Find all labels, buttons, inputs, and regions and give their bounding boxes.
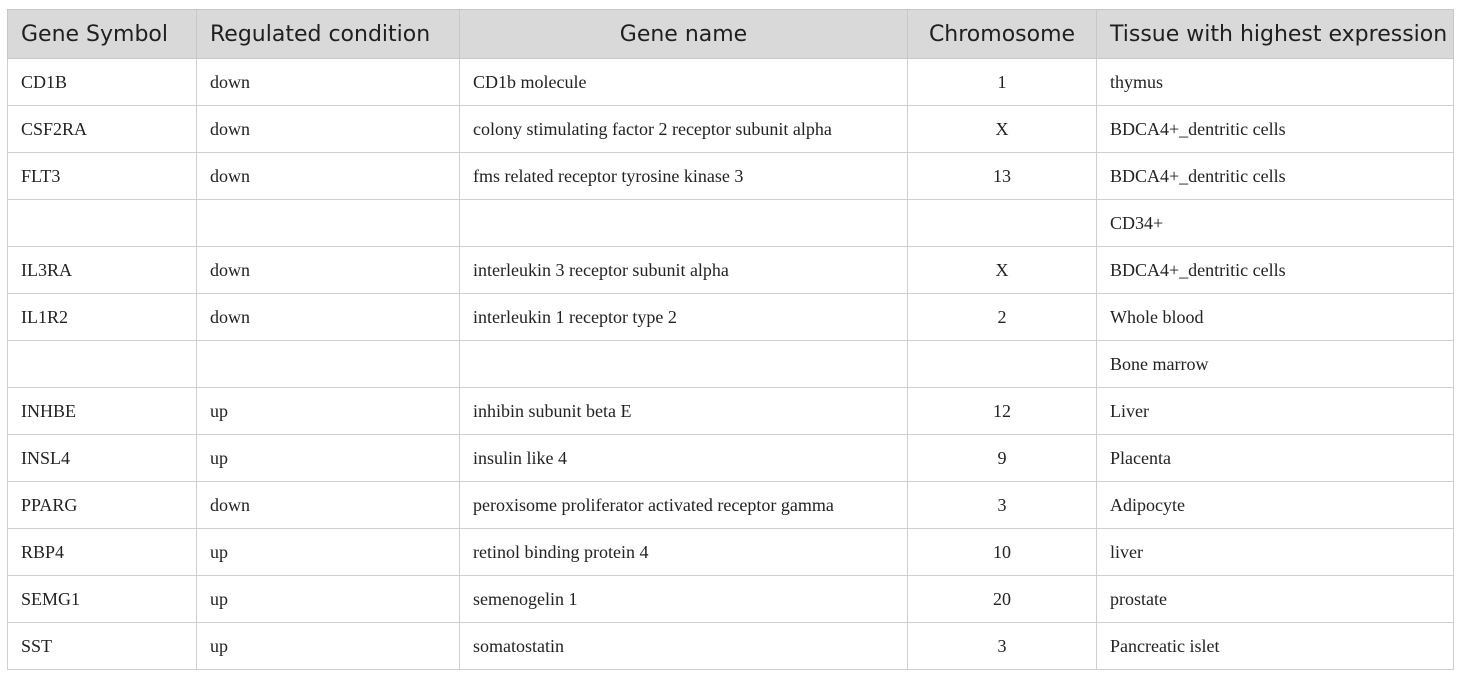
- cell-chromosome: 10: [908, 529, 1097, 576]
- cell-gene-name: fms related receptor tyrosine kinase 3: [460, 153, 908, 200]
- cell-chromosome: 2: [908, 294, 1097, 341]
- cell-gene-symbol: INHBE: [8, 388, 197, 435]
- cell-tissue: Whole blood: [1097, 294, 1454, 341]
- table-body: [8, 59, 1454, 670]
- cell-tissue: Bone marrow: [1097, 341, 1454, 388]
- cell-chromosome: 9: [908, 435, 1097, 482]
- gene-table-container: [7, 9, 1453, 670]
- cell-tissue: thymus: [1097, 59, 1454, 106]
- cell-tissue: BDCA4+_dentritic cells: [1097, 247, 1454, 294]
- cell-chromosome: 3: [908, 623, 1097, 670]
- cell-gene-name: [460, 341, 908, 388]
- table-row: [8, 200, 1454, 247]
- cell-regulated-condition: down: [197, 106, 460, 153]
- header-gene-symbol: Gene Symbol: [8, 10, 197, 59]
- cell-tissue: Adipocyte: [1097, 482, 1454, 529]
- cell-chromosome: 3: [908, 482, 1097, 529]
- cell-gene-name: insulin like 4: [460, 435, 908, 482]
- cell-tissue: Pancreatic islet: [1097, 623, 1454, 670]
- header-regulated-condition: Regulated condition: [197, 10, 460, 59]
- header-tissue: Tissue with highest expression: [1097, 10, 1454, 59]
- header-chromosome: Chromosome: [908, 10, 1097, 59]
- table-row: [8, 576, 1454, 623]
- cell-gene-symbol: SST: [8, 623, 197, 670]
- cell-chromosome: 12: [908, 388, 1097, 435]
- cell-gene-symbol: IL1R2: [8, 294, 197, 341]
- cell-gene-symbol: [8, 341, 197, 388]
- cell-regulated-condition: up: [197, 435, 460, 482]
- cell-gene-symbol: RBP4: [8, 529, 197, 576]
- cell-chromosome: 13: [908, 153, 1097, 200]
- cell-gene-symbol: FLT3: [8, 153, 197, 200]
- cell-regulated-condition: down: [197, 294, 460, 341]
- cell-gene-name: inhibin subunit beta E: [460, 388, 908, 435]
- cell-gene-symbol: SEMG1: [8, 576, 197, 623]
- table-row: [8, 106, 1454, 153]
- table-row: [8, 623, 1454, 670]
- cell-regulated-condition: up: [197, 529, 460, 576]
- cell-gene-name: somatostatin: [460, 623, 908, 670]
- cell-tissue: prostate: [1097, 576, 1454, 623]
- table-row: [8, 247, 1454, 294]
- cell-tissue: liver: [1097, 529, 1454, 576]
- table-row: [8, 529, 1454, 576]
- cell-gene-name: [460, 200, 908, 247]
- cell-tissue: Liver: [1097, 388, 1454, 435]
- cell-gene-symbol: [8, 200, 197, 247]
- cell-tissue: BDCA4+_dentritic cells: [1097, 106, 1454, 153]
- cell-tissue: BDCA4+_dentritic cells: [1097, 153, 1454, 200]
- table-row: [8, 388, 1454, 435]
- cell-regulated-condition: down: [197, 482, 460, 529]
- table-row: [8, 435, 1454, 482]
- header-gene-name: Gene name: [460, 10, 908, 59]
- cell-gene-name: peroxisome proliferator activated receptor gamma: [460, 482, 908, 529]
- table-row: [8, 294, 1454, 341]
- cell-gene-symbol: PPARG: [8, 482, 197, 529]
- cell-regulated-condition: down: [197, 59, 460, 106]
- cell-chromosome: X: [908, 247, 1097, 294]
- header-row: [8, 10, 1454, 59]
- cell-chromosome: 20: [908, 576, 1097, 623]
- cell-regulated-condition: up: [197, 576, 460, 623]
- cell-regulated-condition: down: [197, 153, 460, 200]
- cell-gene-symbol: IL3RA: [8, 247, 197, 294]
- cell-chromosome: [908, 341, 1097, 388]
- cell-regulated-condition: up: [197, 388, 460, 435]
- table-header: [8, 10, 1454, 59]
- cell-regulated-condition: [197, 341, 460, 388]
- cell-chromosome: [908, 200, 1097, 247]
- cell-gene-name: interleukin 1 receptor type 2: [460, 294, 908, 341]
- cell-tissue: Placenta: [1097, 435, 1454, 482]
- cell-chromosome: X: [908, 106, 1097, 153]
- table-row: [8, 59, 1454, 106]
- cell-gene-symbol: CD1B: [8, 59, 197, 106]
- cell-regulated-condition: [197, 200, 460, 247]
- cell-gene-name: retinol binding protein 4: [460, 529, 908, 576]
- gene-table: [7, 9, 1454, 670]
- cell-gene-name: interleukin 3 receptor subunit alpha: [460, 247, 908, 294]
- cell-gene-symbol: CSF2RA: [8, 106, 197, 153]
- table-row: [8, 482, 1454, 529]
- table-row: [8, 153, 1454, 200]
- cell-gene-name: CD1b molecule: [460, 59, 908, 106]
- cell-tissue: CD34+: [1097, 200, 1454, 247]
- cell-regulated-condition: down: [197, 247, 460, 294]
- table-row: [8, 341, 1454, 388]
- cell-gene-symbol: INSL4: [8, 435, 197, 482]
- cell-gene-name: semenogelin 1: [460, 576, 908, 623]
- cell-chromosome: 1: [908, 59, 1097, 106]
- cell-regulated-condition: up: [197, 623, 460, 670]
- cell-gene-name: colony stimulating factor 2 receptor subunit alpha: [460, 106, 908, 153]
